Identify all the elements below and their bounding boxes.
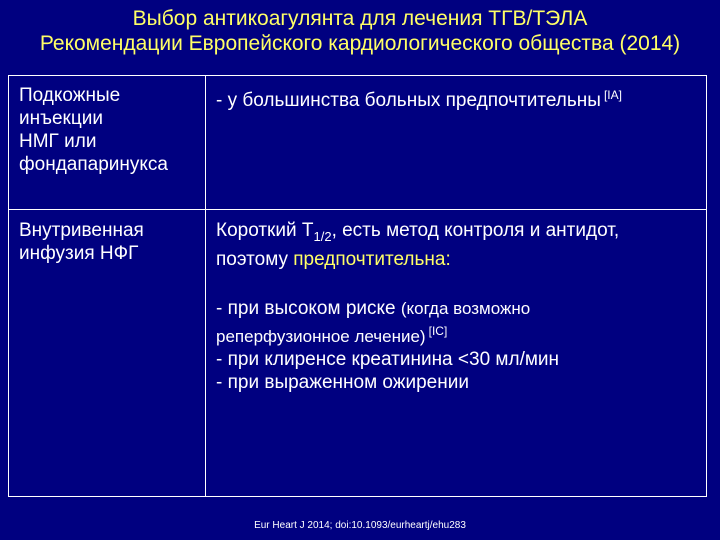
half-life-subscript: 1/2 bbox=[313, 229, 332, 244]
reference-citation: Eur Heart J 2014; doi:10.1093/eurheartj/ehu283 bbox=[254, 520, 466, 531]
bullet-high-risk-cont bbox=[216, 320, 701, 348]
row1-recommendation-text: - у большинства больных предпочтительны bbox=[216, 90, 601, 111]
half-life-text: Короткий Т bbox=[216, 220, 314, 241]
therefore-text: поэтому bbox=[216, 249, 294, 270]
row1-drug-line: НМГ или bbox=[19, 131, 97, 152]
row1-drug-line: Подкожные bbox=[19, 85, 121, 106]
table-column-divider bbox=[205, 76, 206, 496]
preferred-highlight: предпочтительна: bbox=[293, 249, 451, 270]
row1-recommendation-cell bbox=[216, 84, 701, 112]
bullet-high-risk bbox=[216, 297, 701, 320]
high-risk-evidence-class: [IC] bbox=[428, 324, 448, 338]
high-risk-text: - при высоком риске bbox=[216, 298, 401, 319]
row2-drug-cell bbox=[19, 219, 199, 265]
row2-drug-line: Внутривенная bbox=[19, 220, 144, 241]
bullet-obesity: - при выраженном ожирении bbox=[216, 372, 469, 393]
row1-drug-line: инъекции bbox=[19, 108, 103, 129]
table-row-divider bbox=[9, 209, 706, 210]
row1-evidence-class: [IA] bbox=[603, 88, 622, 102]
row1-drug-cell bbox=[19, 84, 199, 176]
row2-drug-line: инфузия НФГ bbox=[19, 243, 139, 264]
row2-recommendation-cell bbox=[216, 219, 701, 394]
title-line-1: Выбор антикоагулянта для лечения ТГВ/ТЭЛА bbox=[132, 7, 588, 30]
bullet-creatinine: - при клиренсе креатинина <30 мл/мин bbox=[216, 349, 560, 370]
control-antidote-text: , есть метод контроля и антидот, bbox=[331, 220, 620, 241]
row2-intro-line1 bbox=[216, 219, 701, 248]
title-line-2: Рекомендации Европейского кардиологического общества (2014) bbox=[39, 32, 681, 55]
row1-drug-line: фондапаринукса bbox=[19, 154, 168, 175]
reperfusion-note-line1: (когда возможно bbox=[400, 299, 531, 318]
recommendation-table bbox=[8, 75, 707, 497]
slide-title bbox=[0, 6, 720, 56]
reperfusion-note-line2: реперфузионное лечение) bbox=[216, 327, 426, 346]
row2-intro-line2 bbox=[216, 248, 701, 271]
